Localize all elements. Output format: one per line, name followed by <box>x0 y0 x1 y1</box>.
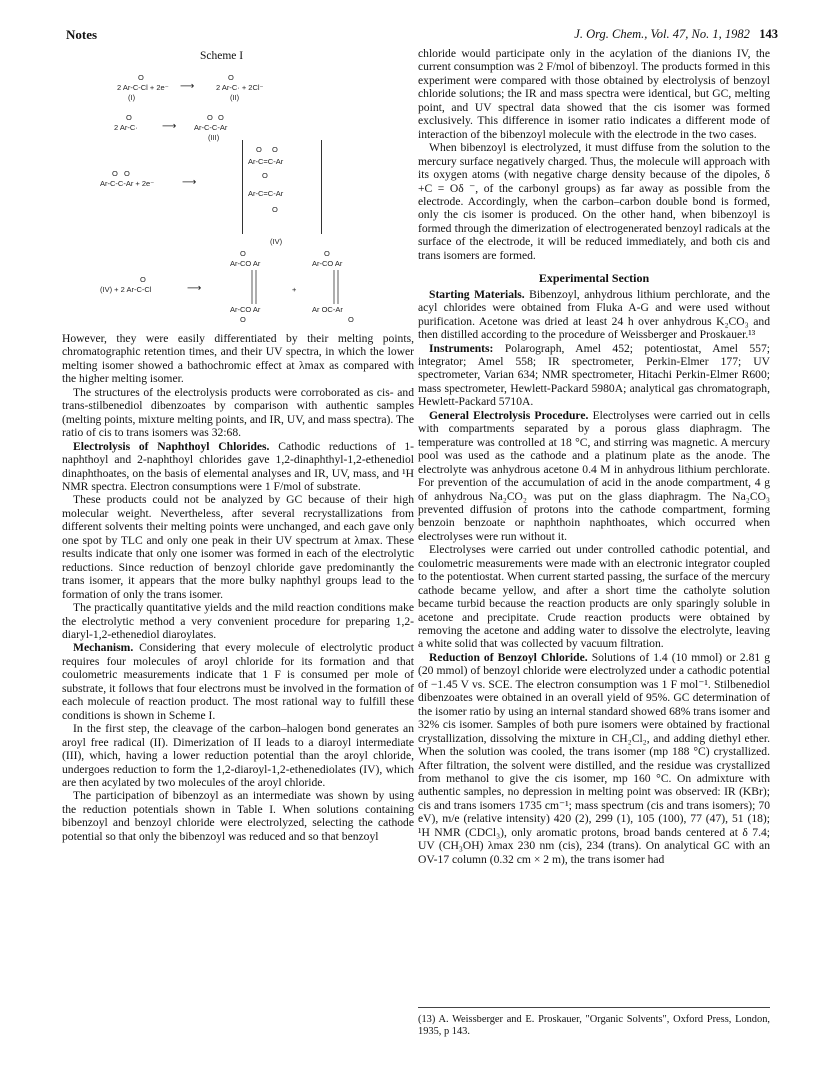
product2-bottom: Ar OC-Ar <box>312 305 343 314</box>
o-label: O <box>140 275 146 284</box>
o-label: O <box>126 113 132 122</box>
run-in-heading: Electrolysis of Naphthoyl Chlorides. <box>73 439 270 453</box>
eq2-product: Ar-C-C-Ar <box>194 123 228 132</box>
paragraph <box>418 651 770 866</box>
right-column <box>418 47 770 866</box>
run-in-heading: Reduction of Benzoyl Chloride. <box>429 650 588 664</box>
arrow-icon: ⟶ <box>180 81 195 92</box>
paragraph: Electrolyses were carried out under controlled cathodic potential, and coulometric measurements were made with an electronic integrator coupled to the potentiostat. When current started passing, the surface of the mercury cathode became yellow, and after a short time the catholyte solution became turbid because the reaction products are only sparingly soluble in acetone and precipitate. Crude reaction products were obtained by removing the acetone and adding water to dissolve the electrolyte, leaving a white solid that was collected by vacuum filtration. <box>418 543 770 651</box>
eq3-label: (IV) <box>270 237 283 246</box>
scheme-figure <box>62 50 414 332</box>
left-column <box>62 50 414 843</box>
paragraph-text: Polarograph, Amel 452; potentiostat, Amel 557; integrator; Amel 558; IR spectrometer, Perkin-Elmer 177; UV spectrometer, Varian 634; NMR spectrometer, Hitachi Perkin-Elmer R600; mass spectrometer, Hewlett-Packard 5980A; analytical gas chromatograph, Hewlett-Packard 5710A. <box>418 341 771 409</box>
running-head-right <box>574 27 778 42</box>
run-in-heading: Starting Materials. <box>429 287 525 301</box>
paragraph-text: Electrolyses were carried out in cells with compartments separated by a porous glass diaphragm. The temperature was controlled at 18 °C, and stirring was magnetic. A mercury pool was used as the cathode and a platinum plate as the anode. The electrolyte was anhydrous acetone 0.4 M in anhydrous lithium perchlorate. For prevention of the accumulation of acid in the anode compartment, 4 g of anhydrous Na₂CO₂ was put on the glass diaphragm. The Na₂CO₃ prevented diffusion of protons into the cathode compartment, forming benzoin benzoate or naphthoin naphthoates, which occurred when electrolyses were run without it. <box>418 408 770 543</box>
paragraph: chloride would participate only in the acylation of the dianions IV, the current consumption was 2 F/mol of bibenzoyl. The products formed in this experiment were compared with those obtained by electrolysis of benzoyl chloride solutions; the IR and mass spectra were identical, but GC, melting point, and UV spectral data showed that the cis isomer was formed exclusively. This difference in isomer ratio indicates a different mode of interaction of the bibenzoyl molecule with the electrode in the two cases. <box>418 47 770 141</box>
eq1-reactant: 2 Ar-C-Cl + 2e⁻ <box>117 83 169 92</box>
o-label: O <box>240 315 246 324</box>
paragraph-text: Solutions of 1.4 (10 mmol) or 2.81 g (20 mmol) of benzoyl chloride were electrolyzed under a cathodic potential of −1.45 V vs. SCE. The electron consumption was 1 F mol⁻¹. Stilbenediol dibenzoates were obtained in an overall yield of 95%. GC determination of the isomer ratio by using an internal standard showed 68% trans isomer and 32% cis isomer. Samples of both pure isomers were obtained by fractional crystallization, dissolving the mixture in CH₂Cl₂, and adding diethyl ether. When the solution was cooled, the trans isomer (mp 188 °C) crystallized. After filtration, the solvent were distilled, and the residue was crystallized from methanol to give the cis isomer, mp 160 °C. On admixture with authentic samples, no depression in melting point was observed: IR (KBr); cis and trans isomers 1735 cm⁻¹; mass spectrum (cis and trans isomers); 70 eV), m/e (relative intensity) 420 (2), 299 (1), 105 (100), 77 (47), 51 (18); ¹H NMR (CDCl₃), only aromatic protons, broad bands centered at δ 7.4; UV (CH₃OH) λmax 230 nm (cis), 234 (trans). On analytical GC with an OV-17 column (0.32 cm × 2 m), the trans isomer had <box>418 650 770 866</box>
paragraph-text: Cathodic reductions of 1-naphthoyl and 2-naphthoyl chlorides gave 1,2-dinaphthyl-1,2-ethenediol dinaphthoates, on the basis of elemental analyses and IR, UV, mass, and ¹H NMR spectra. Electron consumptions were 1 F/mol of substrate. <box>62 439 414 493</box>
page-number: 143 <box>759 27 778 41</box>
run-in-heading: Mechanism. <box>73 641 134 655</box>
o-label: O <box>138 73 144 82</box>
scheme-title: Scheme I <box>200 50 244 62</box>
paragraph <box>62 440 414 494</box>
run-in-heading: Instruments: <box>429 341 494 355</box>
iv-structure-a: Ar-C=C-Ar <box>248 157 284 166</box>
o-label: O <box>262 171 268 180</box>
paragraph: However, they were easily differentiated by their melting points, chromatographic retention times, and their UV spectra, in which the lower melting isomer showed a bathochromic effect at λmax as compared with the higher melting isomer. <box>62 332 414 386</box>
eq3-reactant: Ar-C-C-Ar + 2e⁻ <box>100 179 155 188</box>
product1-top: Ar-CO Ar <box>230 259 261 268</box>
o-label: O <box>207 113 213 122</box>
section-heading: Experimental Section <box>538 271 650 286</box>
eq1-label-left: (I) <box>128 93 136 102</box>
o-label: O <box>228 73 234 82</box>
o-label: O <box>256 145 262 154</box>
o-label: O <box>324 249 330 258</box>
arrow-icon: ⟶ <box>182 177 197 188</box>
paragraph <box>418 342 770 409</box>
plus-sign: + <box>292 285 297 294</box>
o-label: O <box>240 249 246 258</box>
o-label: O <box>272 145 278 154</box>
eq2-reactant: 2 Ar-C· <box>114 123 138 132</box>
paragraph-text: Bibenzoyl, anhydrous lithium perchlorate, and the acyl chlorides were obtained from Fluka A-G and were used without purification. Acetone was dried at least 24 h over anhydrous K₂CO₃ and then distilled according to the procedure of Weissberger and Proskauer.¹³ <box>418 287 770 342</box>
o-label: O <box>124 169 130 178</box>
paragraph <box>62 641 414 722</box>
paragraph: These products could not be analyzed by GC because of their high molecular weight. Nevertheless, after several recrystallizations from different solvents their melting points were unchanged, and each gave only one spot by TLC and only one peak in their UV spectrum at λmax. These results indicate that only one isomer was formed in each of the electrolytic reductions. Since reduction of benzoyl chloride gave predominantly the trans isomer, it appears that the more bulky naphthyl groups lead to the formation of only the trans isomer. <box>62 493 414 601</box>
run-in-heading: General Electrolysis Procedure. <box>429 408 589 422</box>
product2-top: Ar-CO Ar <box>312 259 343 268</box>
paragraph <box>418 288 770 342</box>
paragraph <box>418 409 770 544</box>
footnote: (13) A. Weissberger and E. Proskauer, "Organic Solvents", Oxford Press, London, 1935, p 143. <box>418 1007 770 1038</box>
paragraph: The structures of the electrolysis products were corroborated as cis- and trans-stilbenediol dibenzoates by comparison with authentic samples (melting points, mixture melting points, and IR, UV, and mass spectra). The ratio of cis to trans isomers was 32:68. <box>62 385 414 440</box>
paragraph: In the first step, the cleavage of the carbon–halogen bond generates an aroyl free radical (II). Dimerization of II leads to a diaroyl intermediate (III), which, having a lower reduction potential than the aroyl chloride, undergoes reduction to form the 1,2-diaroyl-1,2-ethenediolates (IV), which are then acylated by two molecules of the aroyl chloride. <box>62 722 414 789</box>
o-label: O <box>218 113 224 122</box>
eq1-product: 2 Ar-C· + 2Cl⁻ <box>216 83 264 92</box>
arrow-icon: ⟶ <box>187 283 202 294</box>
running-head-left: Notes <box>66 27 98 42</box>
paragraph-text: Considering that every molecule of electrolytic product requires four molecules of aroyl chloride for its formation and that coulometric measurements indicate that 1 F is consumed per mole of substrate, it follows that four electrons must be involved in the formation of each molecule of reaction product. The most rational way to fulfill these conditions is shown in Scheme I. <box>62 641 414 722</box>
o-label: O <box>348 315 354 324</box>
iv-structure-b: Ar-C=C-Ar <box>248 189 284 198</box>
eq2-label: (III) <box>208 133 220 142</box>
paragraph: When bibenzoyl is electrolyzed, it must diffuse from the solution to the mercury surface negatively charged. Thus, the molecule will approach with its oxygen atoms (with negative charge density because of the dipoles, δ +C = Oδ ⁻, of the carbonyl groups) as far away as possible from the electrode. Accordingly, when the carbon–carbon double bond is formed, only the cis isomer is produced. On the other hand, when bibenzoyl is formed through the dimerization of electrogenerated benzoyl radicals at the surface of the electrode, it will be reduced immediately, and both cis and trans isomers are formed. <box>418 141 770 262</box>
o-label: O <box>272 205 278 214</box>
journal-citation: J. Org. Chem., Vol. 47, No. 1, 1982 <box>574 27 750 41</box>
product1-bottom: Ar-CO Ar <box>230 305 261 314</box>
o-label: O <box>112 169 118 178</box>
paragraph: The practically quantitative yields and the mild reaction conditions make the electrolytic method a very convenient procedure for preparing 1,2-diaryl-1,2-ethenediol diaroylates. <box>62 601 414 641</box>
eq4-reactants: (IV) + 2 Ar-C-Cl <box>100 285 152 294</box>
eq1-label-right: (II) <box>230 93 240 102</box>
product-bonds <box>230 268 370 308</box>
bracket <box>242 140 322 234</box>
arrow-icon: ⟶ <box>162 121 177 132</box>
paragraph: The participation of bibenzoyl as an intermediate was shown by using the reduction potentials shown in Table I. When solutions containing bibenzoyl and benzoyl chloride were electrolyzed, selecting the cathode potential so that only the bibenzoyl was reduced and so that benzoyl <box>62 789 414 843</box>
